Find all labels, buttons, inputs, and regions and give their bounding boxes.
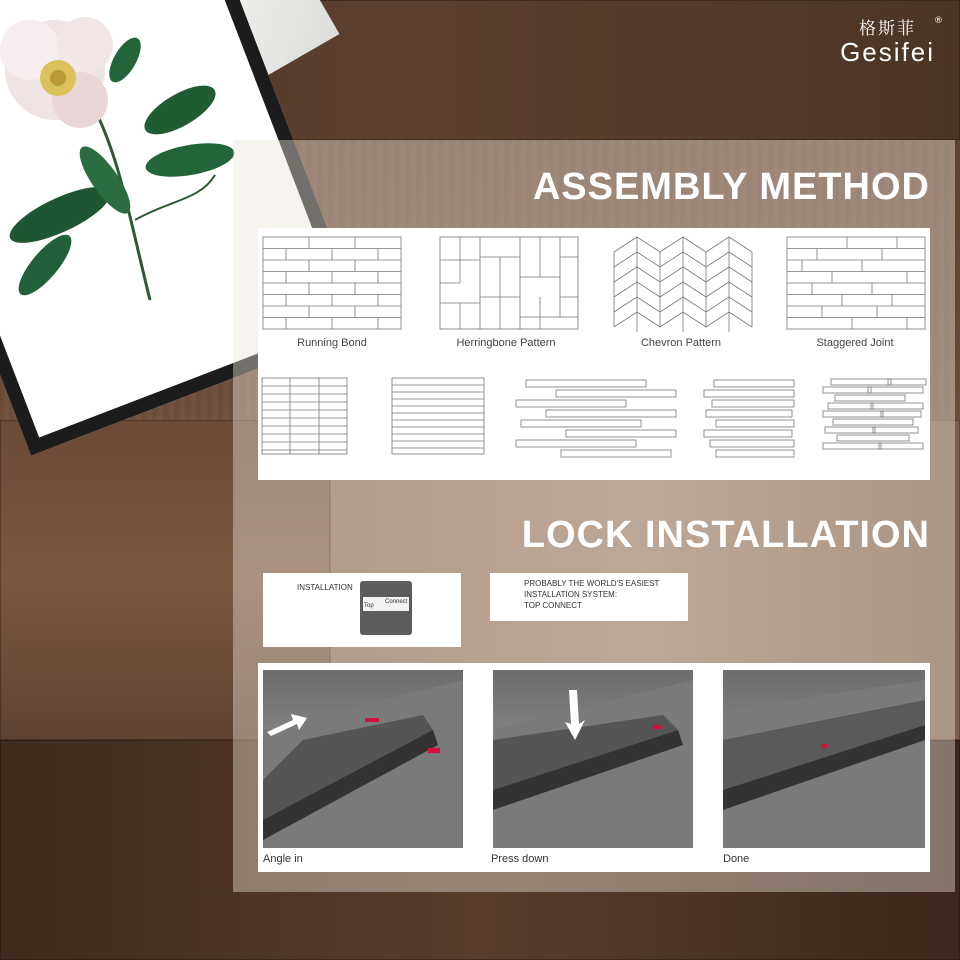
system-text-line-1: PROBABLY THE WORLD'S EASIEST <box>524 579 660 588</box>
step-label-done: Done <box>723 853 750 865</box>
assembly-panel <box>258 228 930 480</box>
pattern-label-staggered: Staggered Joint <box>816 337 894 349</box>
herringbone-diagram <box>440 237 578 329</box>
running-bond-diagram <box>263 237 401 329</box>
install-steps-panel <box>258 663 930 872</box>
random-plank-diagram <box>516 380 676 457</box>
system-info-box <box>490 573 688 621</box>
mixed-plank-diagram <box>823 379 926 449</box>
brand-name-cn: 格斯菲 <box>859 19 917 39</box>
installation-label: INSTALLATION <box>297 583 353 592</box>
top-connect-icon <box>360 581 412 635</box>
lock-title: LOCK INSTALLATION <box>521 514 930 556</box>
straight-lay-diagram <box>392 378 484 454</box>
staggered-diagram <box>787 237 925 329</box>
icon-connect-label: Connect <box>385 599 408 605</box>
step-press-down-image <box>493 670 693 848</box>
system-text-line-3: TOP CONNECT <box>524 601 582 610</box>
pattern-label-running-bond: Running Bond <box>297 337 367 349</box>
step-done-image <box>723 670 925 848</box>
installation-box <box>263 573 461 647</box>
system-text-line-2: INSTALLATION SYSTEM: <box>524 590 618 599</box>
pattern-diagrams <box>258 228 930 480</box>
step-angle-in-image <box>263 670 463 848</box>
step-label-angle-in: Angle in <box>263 853 303 865</box>
pattern-label-herringbone: Herringbone Pattern <box>456 337 556 349</box>
brand-logo <box>840 14 943 67</box>
chevron-diagram <box>614 237 752 332</box>
assembly-title: ASSEMBLY METHOD <box>532 166 930 208</box>
step-label-press-down: Press down <box>491 853 549 865</box>
narrow-plank-diagram <box>704 380 794 457</box>
flower-illustration <box>0 0 270 310</box>
pattern-label-chevron: Chevron Pattern <box>640 337 722 349</box>
grid-pattern-diagram <box>262 378 347 454</box>
registered-mark: ® <box>934 16 943 26</box>
brand-name-en: Gesifei <box>840 37 935 67</box>
icon-top-label: Top <box>364 603 374 609</box>
